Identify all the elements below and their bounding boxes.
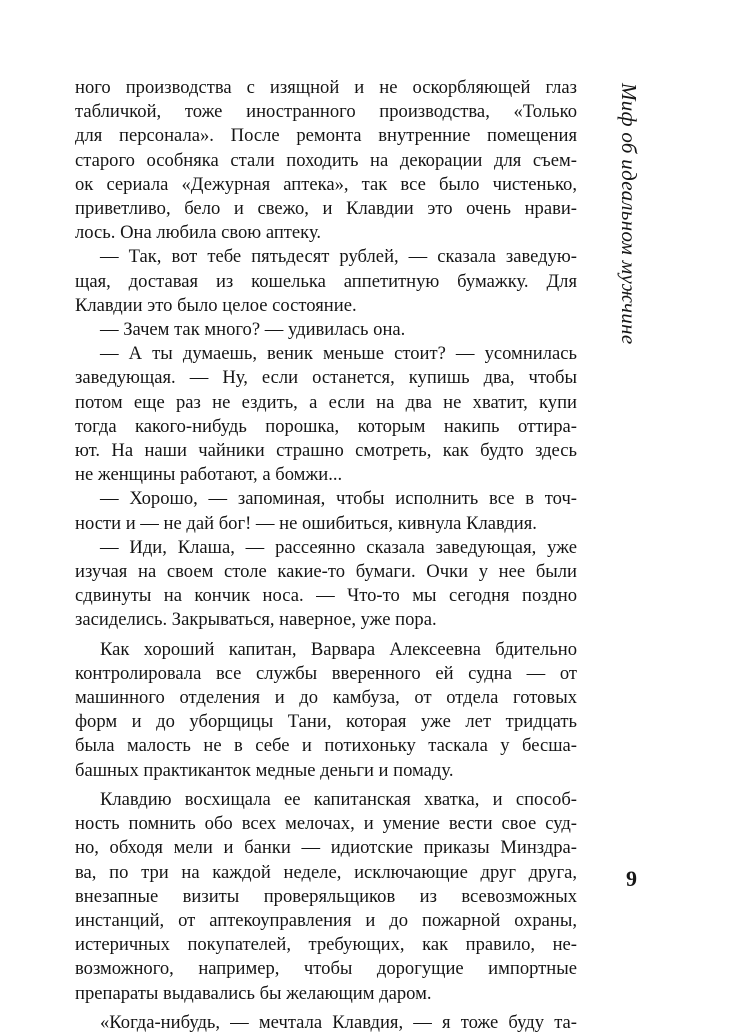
page-number: 9: [626, 866, 637, 891]
text-line: контролировала все службы вверенного ей судна — от: [75, 662, 577, 684]
text-line: потом еще раз не ездить, а если на два не хватит, купи: [75, 391, 577, 413]
text-line: изучая на своем столе какие-то бумаги. Очки у нее были: [75, 561, 577, 583]
text-line: щая, доставая из кошелька аппетитную бумажку. Для: [75, 270, 577, 292]
text-line: для персонала». После ремонта внутренние помещения: [75, 125, 577, 147]
text-line: тогда какого-нибудь порошка, которым накипь оттира-: [75, 415, 577, 437]
running-head: Миф об идеальном мужчине: [617, 83, 641, 345]
text-line: башных практиканток медные деньги и помаду.: [75, 759, 454, 781]
text-line: не женщины работают, а бомжи...: [75, 464, 343, 486]
body-text: [75, 76, 577, 1035]
text-line: внезапные визиты проверяльщиков из всевозможных: [75, 885, 577, 907]
text-line: — Иди, Клаша, — рассеянно сказала заведующая, уже: [100, 536, 577, 558]
text-line: ности и — не дай бог! — не ошибиться, кивнула Клавдия.: [75, 512, 537, 534]
text-line: заведующая. — Ну, если останется, купишь два, чтобы: [75, 367, 577, 389]
text-line: лось. Она любила свою аптеку.: [75, 222, 322, 244]
text-line: ва, по три на каждой неделе, исключающие друг друга,: [75, 861, 577, 883]
text-line: табличкой, тоже иностранного производства, «Только: [75, 101, 577, 123]
text-line: машинного отделения и до камбуза, от отдела готовых: [75, 687, 577, 709]
text-line: форм и до уборщицы Тани, которая уже лет тридцать: [75, 711, 577, 733]
text-line: — Зачем так много? — удивилась она.: [100, 319, 406, 341]
text-line: ного производства с изящной и не оскорбляющей глаз: [75, 77, 577, 98]
text-line: инстанций, от аптекоуправления и до пожарной охраны,: [75, 909, 577, 931]
text-line: Клавдию восхищала ее капитанская хватка, и способ-: [100, 788, 577, 810]
text-line: засиделись. Закрываться, наверное, уже пора.: [75, 609, 437, 631]
text-line: ность помнить обо всех мелочах, и умение вести свое суд-: [75, 813, 577, 835]
text-line: ок сериала «Дежурная аптека», так все было чистенько,: [75, 173, 577, 195]
text-line: ют. На наши чайники страшно смотреть, как будто здесь: [75, 440, 577, 462]
text-line: сдвинуты на кончик носа. — Что-то мы сегодня поздно: [75, 585, 577, 607]
text-line: — Так, вот тебе пятьдесят рублей, — сказала заведую-: [100, 246, 577, 268]
text-line: — А ты думаешь, веник меньше стоит? — усомнилась: [100, 343, 577, 365]
text-line: истеричных покупателей, требующих, как правило, не-: [75, 934, 577, 956]
text-line: была малость не в себе и потихоньку таскала у бесша-: [75, 735, 577, 757]
text-line: Как хороший капитан, Варвара Алексеевна бдительно: [100, 638, 577, 660]
text-line: приветливо, бело и свежо, и Клавдии это очень нрави-: [75, 198, 577, 220]
text-line: — Хорошо, — запоминая, чтобы исполнить все в точ-: [100, 488, 577, 510]
text-line: Клавдии это было целое состояние.: [75, 294, 357, 316]
text-line: препараты выдавались бы желающим даром.: [75, 982, 432, 1004]
text-line: старого особняка стали походить на декорации для съем-: [75, 149, 577, 171]
text-line: «Когда-нибудь, — мечтала Клавдия, — я тоже буду та-: [100, 1011, 577, 1033]
text-line: возможного, например, чтобы дорогущие импортные: [75, 958, 577, 980]
text-line: но, обходя мели и банки — идиотские приказы Минздра-: [75, 837, 577, 859]
